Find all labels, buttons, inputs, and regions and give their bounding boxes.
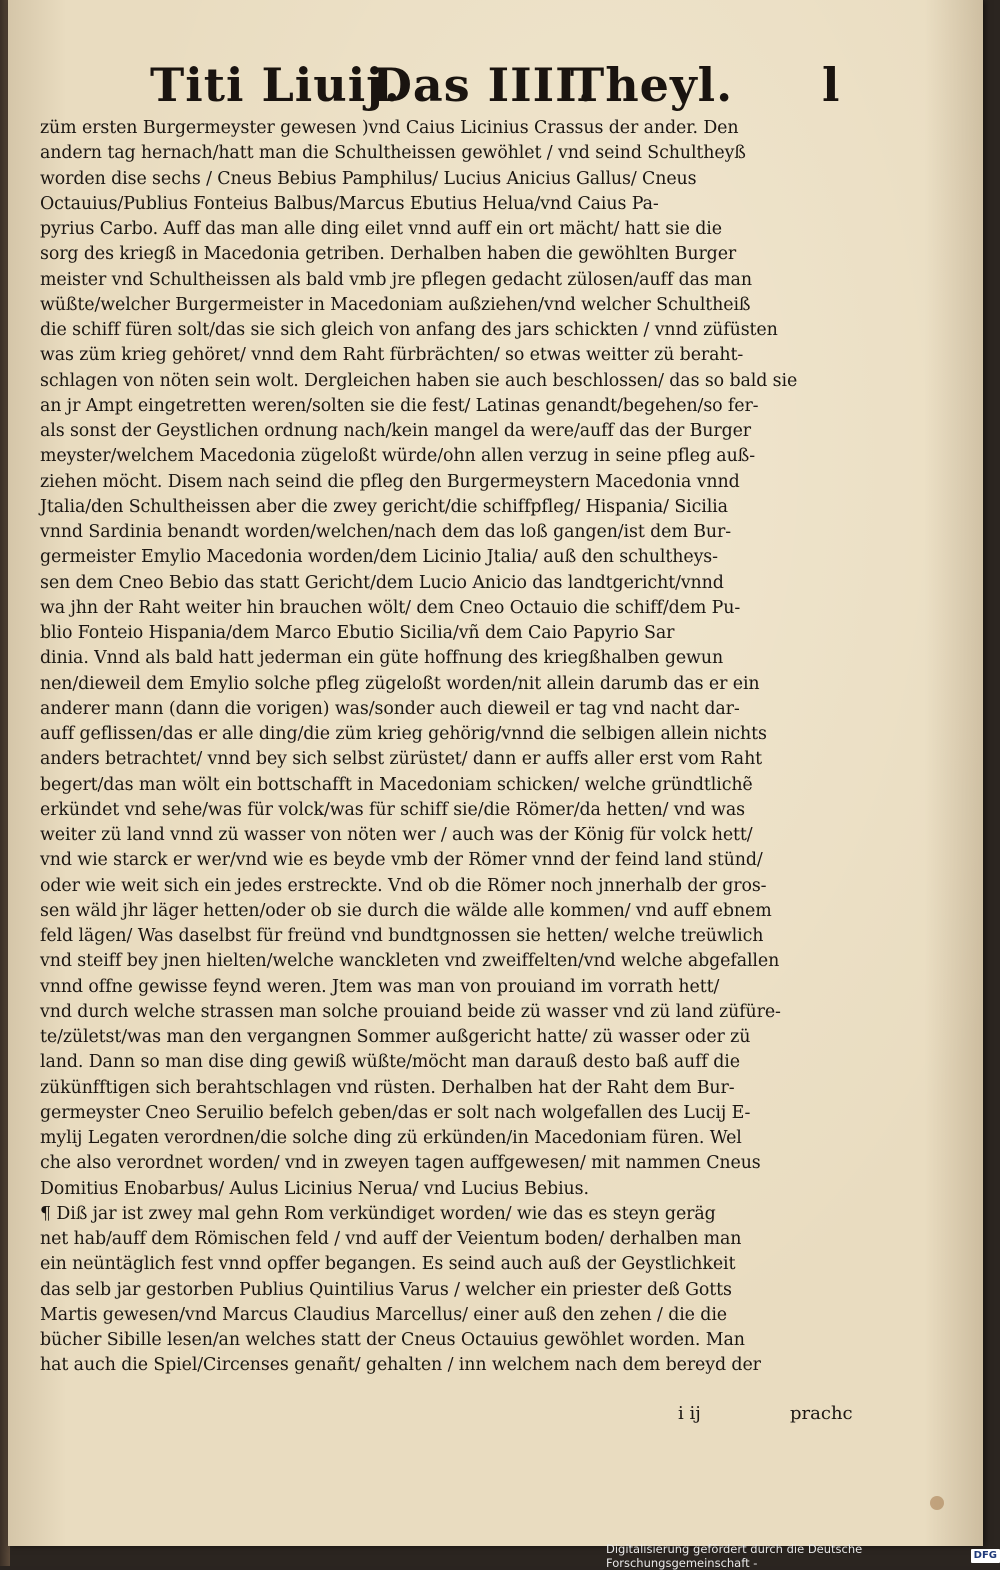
text-line: vnd durch welche strassen man solche prouiand beide zü wasser vnd zü land züfüre- <box>40 1001 781 1022</box>
text-line: die schiff füren solt/das sie sich gleich von anfang des jars schickten / vnnd züfüsten <box>40 320 778 340</box>
text-line: anderer mann (dann die vorigen) was/sonder auch dieweil er tag vnd nacht dar- <box>40 698 740 719</box>
text-line: nen/dieweil dem Emylio solche pfleg zügeloßt worden/nit allein darumb das er ein <box>40 673 760 694</box>
text-line: germeyster Cneo Seruilio befelch geben/das er solt nach wolgefallen des Lucij E- <box>40 1102 751 1123</box>
text-line: schlagen von nöten sein wolt. Dergleichen haben sie auch beschlossen/ das so bald sie <box>40 370 798 391</box>
text-line: Domitius Enobarbus/ Aulus Licinius Nerua/ vnd Lucius Bebius. <box>40 1178 589 1199</box>
text-line: an jr Ampt eingetretten weren/solten sie die fest/ Latinas genandt/begehen/so fer- <box>40 395 759 416</box>
text-line: begert/das man wölt ein bottschafft in Macedoniam schicken/ welche gründtlichẽ <box>40 774 753 795</box>
text-line: sen wäld jhr läger hetten/oder ob sie durch die wälde alle kommen/ vnd auff ebnem <box>40 900 772 921</box>
page-number: l <box>822 58 841 112</box>
text-line: te/zületst/was man den vergangnen Sommer außgericht hatte/ zü wasser oder zü <box>40 1027 751 1047</box>
text-line: meister vnd Schultheissen als bald vmb jre pflegen gedacht zülosen/auff das man <box>40 269 752 290</box>
text-line: vnd wie starck er wer/vnd wie es beyde vmb der Römer vnnd der feind land stünd/ <box>40 850 763 871</box>
text-line: vnd steiff bey jnen hielten/welche wanckleten vnd zweiffelten/vnd welche abgefallen <box>40 951 780 972</box>
text-line: als sonst der Geystlichen ordnung nach/kein mangel da were/auff das der Burger <box>40 421 752 441</box>
text-line: oder wie weit sich ein jedes erstreckte. Vnd ob die Römer noch jnnerhalb der gros- <box>40 875 767 896</box>
body-text <box>40 116 840 1379</box>
text-line: che also verordnet worden/ vnd in zweyen tagen auffgewesen/ mit nammen Cneus <box>40 1153 761 1174</box>
text-line: bücher Sibille lesen/an welches statt der Cneus Octauius gewöhlet worden. Man <box>40 1330 745 1350</box>
running-head-part: Das IIII. <box>372 58 595 112</box>
text-line: mylij Legaten verordnen/die solche ding zü erkünden/in Macedoniam füren. Wel <box>40 1128 742 1148</box>
text-line: weiter zü land vnnd zü wasser von nöten wer / auch was der König für volck hett/ <box>40 825 753 845</box>
text-line: andern tag hernach/hatt man die Schultheissen gewöhlet / vnd seind Schultheyß <box>40 143 746 164</box>
text-line: was züm krieg gehöret/ vnnd dem Raht fürbrächten/ so etwas weitter zü beraht- <box>40 345 744 366</box>
credit-text: Digitalisierung gefördert durch die Deutsche Forschungsgemeinschaft - <box>606 1541 863 1570</box>
text-line: land. Dann so man dise ding gewiß wüßte/möcht man darauß desto baß auff die <box>40 1052 740 1073</box>
text-line: vnnd Sardinia benandt worden/welchen/nach dem das loß gangen/ist dem Bur- <box>40 522 731 542</box>
text-line: sen dem Cneo Bebio das statt Gericht/dem Lucio Anicio das landtgericht/vnnd <box>40 572 724 593</box>
running-head-author: Titi Liuij. <box>150 58 401 112</box>
running-head-section: Theyl. <box>570 58 734 112</box>
text-line: vnnd offne gewisse feynd weren. Jtem was man von prouiand im vorrath hett/ <box>40 976 720 997</box>
text-line: sorg des kriegß in Macedonia getriben. Derhalben haben die gewöhlten Burger <box>40 244 737 265</box>
text-line: hat auch die Spiel/Circenses genañt/ gehalten / inn welchem nach dem bereyd der <box>40 1355 761 1376</box>
text-line: dinia. Vnnd als bald hatt jederman ein güte hoffnung des kriegßhalben gewun <box>40 648 724 669</box>
text-line: Jtalia/den Schultheissen aber die zwey gericht/die schiffpfleg/ Hispania/ Sicilia <box>40 496 728 517</box>
digitization-credit <box>606 1541 1000 1570</box>
text-line: anders betrachtet/ vnnd bey sich selbst zürüstet/ dann er auffs aller erst vom Raht <box>40 749 763 770</box>
text-line: pyrius Carbo. Auff das man alle ding eilet vnnd auff ein ort mächt/ hatt sie die <box>40 219 722 239</box>
text-line: erkündet vnd sehe/was für volck/was für schiff sie/die Römer/da hetten/ vnd was <box>40 799 745 820</box>
text-line: auff geflissen/das er alle ding/die züm krieg gehörig/vnnd die selbigen allein nichts <box>40 724 767 744</box>
text-line: zükünfftigen sich berahtschlagen vnd rüsten. Derhalben hat der Raht dem Bur- <box>40 1077 735 1098</box>
text-line: ziehen möcht. Disem nach seind die pfleg den Burgermeystern Macedonia vnnd <box>40 471 740 492</box>
text-line: ein neüntäglich fest vnnd opffer begangen. Es seind auch auß der Geystlichkeit <box>40 1254 736 1275</box>
page-footer <box>0 1403 1000 1429</box>
text-line: Octauius/Publius Fonteius Balbus/Marcus Ebutius Helua/vnd Caius Pa- <box>40 193 659 214</box>
text-line: net hab/auff dem Römischen feld / vnd auff der Veientum boden/ derhalben man <box>40 1229 742 1249</box>
text-line: ¶ Diß jar ist zwey mal gehn Rom verkündiget worden/ wie das es steyn geräg <box>40 1203 716 1224</box>
text-line: wa jhn der Raht weiter hin brauchen wölt/ dem Cneo Octauio die schiff/dem Pu- <box>40 597 741 618</box>
text-line: feld lägen/ Was daselbst für freünd vnd bundtgnossen sie hetten/ welche treüwlich <box>40 926 764 946</box>
text-line: worden dise sechs / Cneus Bebius Pamphilus/ Lucius Anicius Gallus/ Cneus <box>40 168 697 189</box>
dfg-logo: DFG <box>971 1549 1000 1563</box>
signature-mark: i ij <box>678 1403 701 1424</box>
text-line: züm ersten Burgermeyster gewesen )vnd Caius Licinius Crassus der ander. Den <box>40 118 739 138</box>
text-line: blio Fonteio Hispania/dem Marco Ebutio Sicilia/vñ dem Caio Papyrio Sar <box>40 623 675 643</box>
text-line: wüßte/welcher Burgermeister in Macedoniam außziehen/vnd welcher Schultheiß <box>40 294 751 315</box>
text-line: germeister Emylio Macedonia worden/dem Licinio Jtalia/ auß den schultheys- <box>40 547 718 568</box>
text-line: das selb jar gestorben Publius Quintilius Varus / welcher ein priester deß Gotts <box>40 1279 732 1300</box>
paper-stain <box>930 1496 944 1510</box>
text-line: Martis gewesen/vnd Marcus Claudius Marcellus/ einer auß den zehen / die die <box>40 1304 727 1325</box>
text-line: meyster/welchem Macedonia zügeloßt würde/ohn allen verzug in seine pfleg auß- <box>40 446 755 467</box>
running-head <box>0 58 1000 118</box>
catchword: prachc <box>790 1403 853 1424</box>
